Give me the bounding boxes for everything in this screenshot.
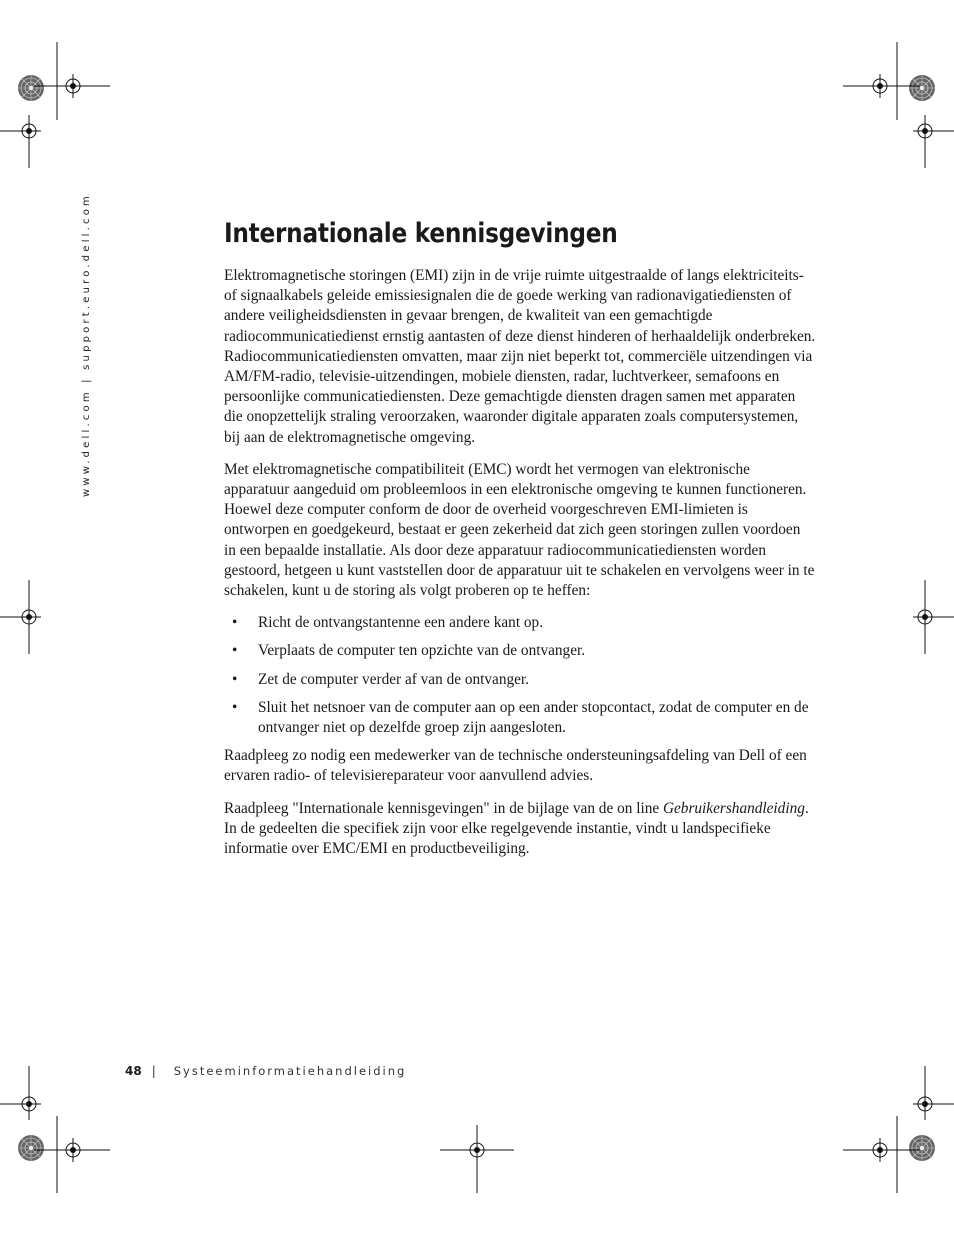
list-item bbox=[224, 613, 816, 633]
list-item-text: Zet de computer verder af van de ontvanger. bbox=[258, 670, 529, 688]
paragraph-emi: Elektromagnetische storingen (EMI) zijn in de vrije ruimte uitgestraalde of langs elektriciteits- of signaalkabels geleide emissiesignalen die de goede werking van radionavigatiediensten of andere veiligheidsdiensten in gevaar brengen, de kwaliteit van een gemachtigde radiocommunicatiedienst ernstig aantasten of deze dienst hinderen of herhaaldelijk onderbreken. Radiocommunicatiediensten omvatten, maar zijn niet beperkt tot, commerciële uitzendingen via AM/FM-radio, televisie-uitzendingen, mobiele diensten, radar, luchtverkeer, semafoons en persoonlijke communicatiediensten. Deze gemachtigde diensten dragen samen met apparaten die onopzettelijk straling veroorzaken, waaronder digitale apparaten zoals computersystemen, bij aan de elektromagnetische omgeving. bbox=[224, 267, 816, 446]
list-item-text: Richt de ontvangstantenne een andere kant op. bbox=[258, 614, 544, 632]
bullet-icon: • bbox=[232, 698, 238, 716]
list-item-text: Sluit het netsnoer van de computer aan op een ander stopcontact, zodat de computer en de ontvanger niet op dezelfde groep zijn aangesloten. bbox=[258, 698, 809, 737]
bullet-icon: • bbox=[232, 614, 238, 632]
page-footer bbox=[125, 1062, 406, 1080]
bullet-icon: • bbox=[232, 670, 238, 688]
bullet-list bbox=[224, 613, 816, 738]
paragraph-reference bbox=[224, 799, 816, 860]
reference-text-after: . In de gedeelten die specifiek zijn voor elke regelgevende instantie, vindt u landspecifieke informatie over EMC/EMI en productbeveiliging. bbox=[224, 799, 809, 858]
bullet-icon: • bbox=[232, 642, 238, 660]
list-item bbox=[224, 641, 816, 661]
sidebar-url: www.dell.com | support.euro.dell.com bbox=[81, 193, 92, 497]
list-item bbox=[224, 698, 816, 738]
main-content bbox=[224, 212, 816, 871]
section-title: Internationale kennisgevingen bbox=[224, 218, 618, 249]
page-number: 48 bbox=[125, 1064, 142, 1078]
manual-title: Gebruikershandleiding bbox=[662, 799, 805, 817]
list-item-text: Verplaats de computer ten opzichte van de ontvanger. bbox=[258, 642, 586, 660]
list-item bbox=[224, 670, 816, 690]
reference-text-before: Raadpleeg "Internationale kennisgevingen" in de bijlage van de on line bbox=[224, 799, 663, 817]
footer-separator: | bbox=[151, 1064, 156, 1078]
paragraph-support: Raadpleeg zo nodig een medewerker van de technische ondersteuningsafdeling van Dell of een ervaren radio- of televisiereparateur voor aanvullend advies. bbox=[224, 747, 807, 785]
book-title: Systeeminformatiehandleiding bbox=[173, 1064, 407, 1078]
paragraph-emc: Met elektromagnetische compatibiliteit (EMC) wordt het vermogen van elektronische apparatuur aangeduid om probleemloos in een elektronische omgeving te kunnen functioneren. Hoewel deze computer conform de door de overheid voorgeschreven EMI-limieten is ontworpen en goedgekeurd, bestaat er geen zekerheid dat zich geen storingen zullen voordoen in een bepaalde installatie. Als door deze apparatuur radiocommunicatiediensten worden gestoord, hetgeen u kunt vaststellen door de apparatuur uit te schakelen en vervolgens weer in te schakelen, kunt u de storing als volgt proberen op te heffen: bbox=[224, 460, 815, 600]
